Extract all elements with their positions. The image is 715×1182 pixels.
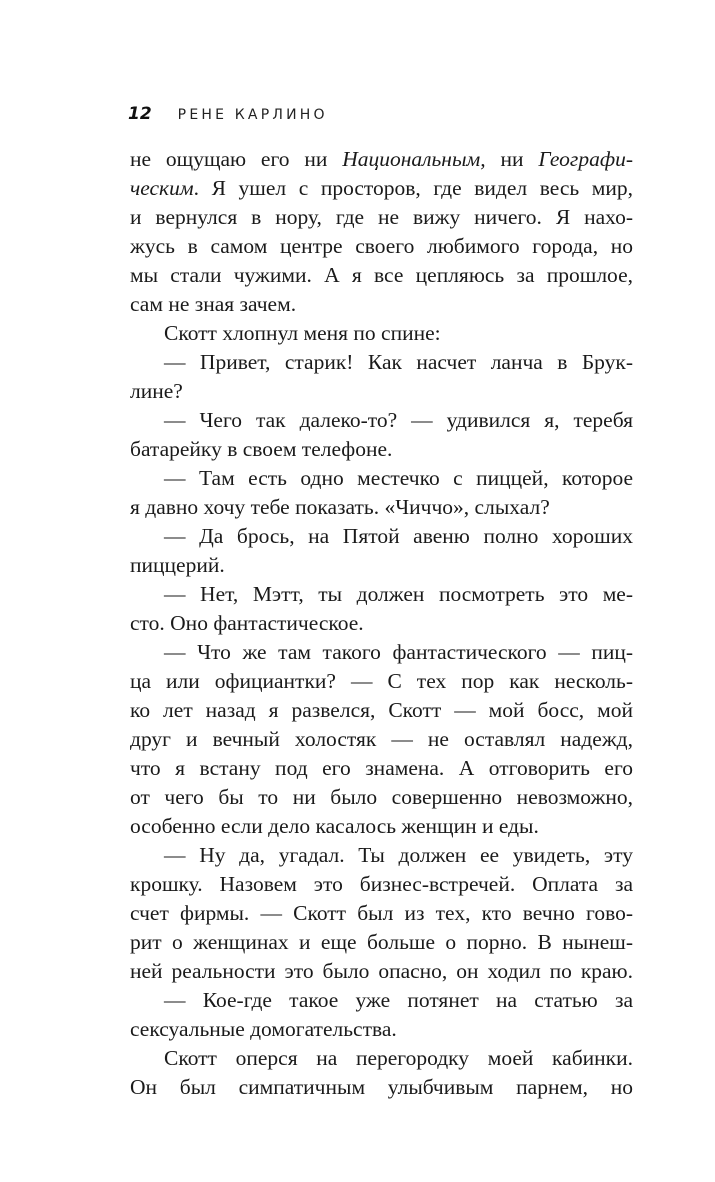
text-line [130, 957, 633, 986]
text-run: батарейку в своем телефоне. [130, 437, 393, 461]
text-run: сексуальные домогательства. [130, 1017, 397, 1041]
text-run: от чего бы то ни было совершенно невозможно, [130, 785, 633, 809]
page-number: 12 [128, 104, 152, 124]
text-line [130, 319, 633, 348]
text-line [130, 609, 633, 638]
text-line [130, 493, 633, 522]
text-run: и вернулся в нору, где не вижу ничего. Я нахо- [130, 205, 633, 229]
text-run: ни [485, 147, 539, 171]
text-run: мы стали чужими. А я все цепляюсь за прошлое, [130, 263, 633, 287]
text-line [130, 145, 633, 174]
text-line [130, 551, 633, 580]
text-run: ко лет назад я развелся, Скотт — мой босс, мой [130, 698, 633, 722]
running-head-author: РЕНЕ КАРЛИНО [177, 107, 328, 123]
text-run: — Нет, Мэтт, ты должен посмотреть это ме- [164, 582, 633, 606]
text-run: Скотт хлопнул меня по спине: [164, 321, 441, 345]
text-line [130, 232, 633, 261]
text-run: — Привет, старик! Как насчет ланча в Брук- [164, 350, 633, 374]
text-line [130, 1044, 633, 1073]
text-line [130, 870, 633, 899]
text-line [130, 725, 633, 754]
text-run: — Чего так далеко-то? — удивился я, теребя [164, 408, 633, 432]
text-line [130, 986, 633, 1015]
text-run: — Что же там такого фантастического — пиц- [164, 640, 633, 664]
text-line [130, 667, 633, 696]
page-header [128, 104, 328, 128]
italic-text: Национальным, [342, 147, 486, 171]
text-line [130, 522, 633, 551]
text-run: — Ну да, угадал. Ты должен ее увидеть, эту [164, 843, 633, 867]
text-run: Скотт оперся на перегородку моей кабинки. [164, 1046, 633, 1070]
text-run: крошку. Назовем это бизнес-встречей. Оплата за [130, 872, 633, 896]
text-line [130, 203, 633, 232]
text-line [130, 696, 633, 725]
text-line [130, 812, 633, 841]
text-run: друг и вечный холостяк — не оставлял надежд, [130, 727, 633, 751]
body-text [130, 145, 633, 1102]
text-line [130, 580, 633, 609]
text-run: что я встану под его знамена. А отговорить его [130, 756, 633, 780]
text-line [130, 899, 633, 928]
text-line [130, 174, 633, 203]
text-run: ца или официантки? — С тех пор как несколь- [130, 669, 633, 693]
text-run: жусь в самом центре своего любимого города, но [130, 234, 633, 258]
italic-text: ческим [130, 176, 194, 200]
text-line [130, 377, 633, 406]
text-run: рит о женщинах и еще больше о порно. В нынеш- [130, 930, 633, 954]
text-run: не ощущаю его ни [130, 147, 343, 171]
text-run: пиццерий. [130, 553, 225, 577]
text-run: счет фирмы. — Скотт был из тех, кто вечно гово- [130, 901, 633, 925]
text-line [130, 783, 633, 812]
text-run: — Там есть одно местечко с пиццей, которое [164, 466, 633, 490]
text-line [130, 290, 633, 319]
text-run: сам не зная зачем. [130, 292, 297, 316]
text-run: Он был симпатичным улыбчивым парнем, но [130, 1075, 633, 1099]
text-line [130, 841, 633, 870]
text-run: особенно если дело касалось женщин и еды. [130, 814, 539, 838]
text-line [130, 435, 633, 464]
text-line [130, 638, 633, 667]
text-line [130, 1073, 633, 1102]
italic-text: Географи- [538, 147, 633, 171]
text-line [130, 348, 633, 377]
text-run: ней реальности это было опасно, он ходил по краю. [130, 959, 633, 983]
text-run: — Кое-где такое уже потянет на статью за [164, 988, 633, 1012]
text-line [130, 406, 633, 435]
text-line [130, 464, 633, 493]
text-line [130, 928, 633, 957]
text-run: лине? [130, 379, 183, 403]
text-run: — Да брось, на Пятой авеню полно хороших [164, 524, 633, 548]
text-run: . Я ушел с просторов, где видел весь мир, [193, 176, 633, 200]
text-line [130, 754, 633, 783]
text-run: я давно хочу тебе показать. «Чиччо», слыхал? [130, 495, 550, 519]
text-run: сто. Оно фантастическое. [130, 611, 364, 635]
text-line [130, 1015, 633, 1044]
text-line [130, 261, 633, 290]
